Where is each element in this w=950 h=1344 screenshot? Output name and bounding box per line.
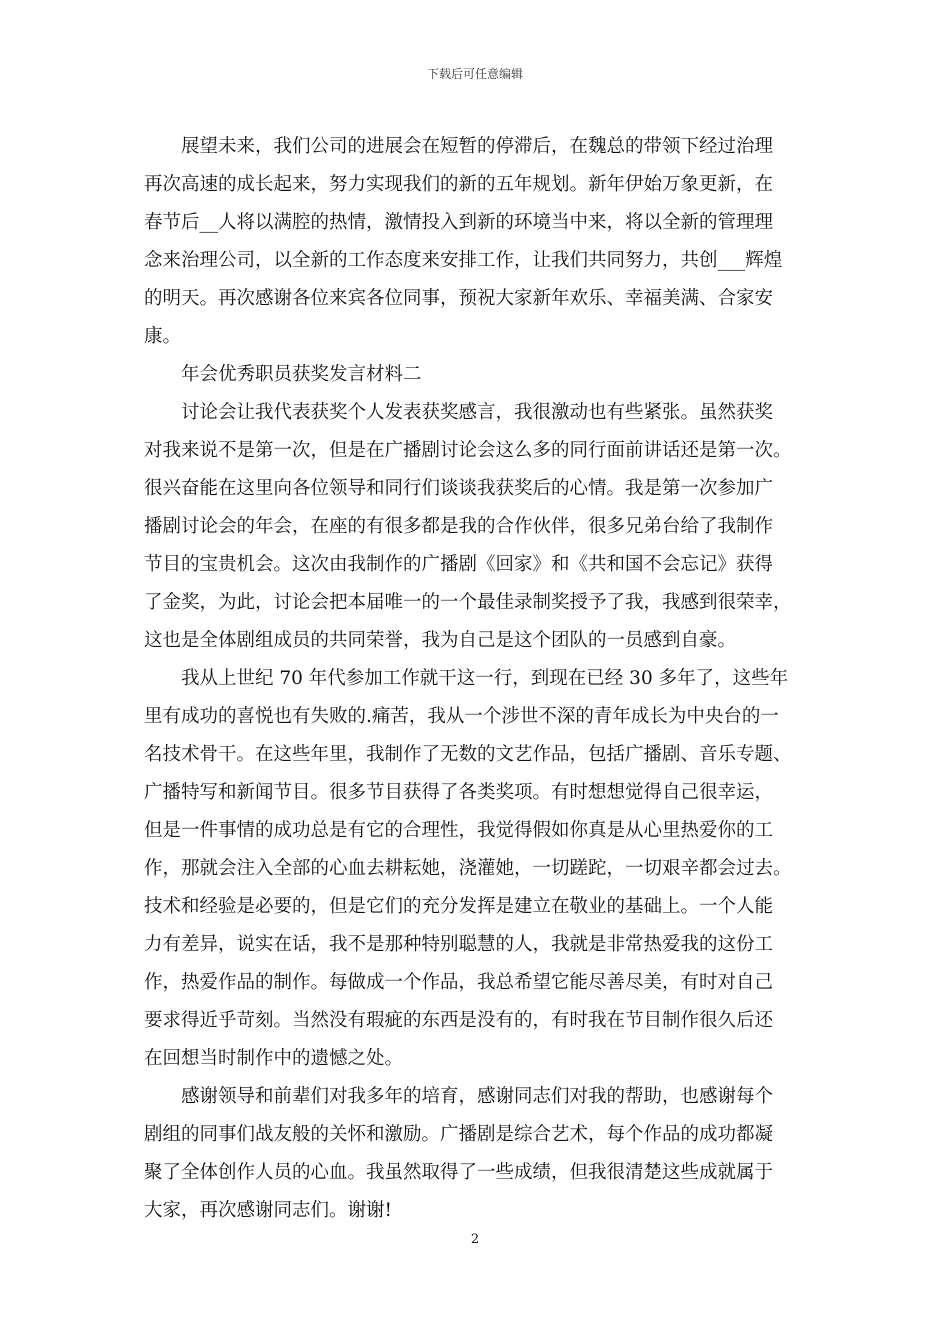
text-line: 剧组的同事们战友般的关怀和激励。广播剧是综合艺术，每个作品的成功都凝 [144, 1124, 774, 1145]
text-line: 里有成功的喜悦也有失败的.痛苦，我从一个涉世不深的青年成长为中央台的一 [144, 706, 779, 727]
text-line: 了金奖，为此，讨论会把本届唯一的一个最佳录制奖授予了我，我感到很荣幸， [144, 592, 792, 613]
text-line: 播剧讨论会的年会，在座的有很多都是我的合作伙伴，很多兄弟台给了我制作 [144, 516, 774, 537]
text-line: 但是一件事情的成功总是有它的合理性，我觉得假如你真是从心里热爱你的工 [144, 820, 774, 841]
text-line: 讨论会让我代表获奖个人发表获奖感言，我很激动也有些紧张。虽然获奖 [144, 402, 774, 423]
text-line: 康。 [144, 326, 182, 347]
text-line: 作，热爱作品的制作。每做成一个作品，我总希望它能尽善尽美，有时对自己 [144, 972, 774, 993]
text-line: 感谢领导和前辈们对我多年的培育，感谢同志们对我的帮助，也感谢每个 [144, 1086, 774, 1107]
text-line: 作，那就会注入全部的心血去耕耘她，浇灌她，一切蹉跎，一切艰辛都会过去。 [144, 858, 792, 879]
text-line: 技术和经验是必要的，但是它们的充分发挥是建立在敬业的基础上。一个人能 [144, 896, 774, 917]
text-line: 要求得近乎苛刻。当然没有瑕疵的东西是没有的，有时我在节目制作很久后还 [144, 1010, 774, 1031]
text-line: 名技术骨干。在这些年里，我制作了无数的文艺作品，包括广播剧、音乐专题、 [144, 744, 792, 765]
text-line: 年会优秀职员获奖发言材料二 [144, 364, 422, 385]
document-body [144, 128, 832, 1230]
text-line: 念来治理公司，以全新的工作态度来安排工作，让我们共同努力，共创___辉煌 [144, 250, 783, 271]
text-line: 春节后__人将以满腔的热情，激情投入到新的环境当中来，将以全新的管理理 [144, 212, 774, 233]
text-line: 再次高速的成长起来，努力实现我们的新的五年规划。新年伊始万象更新，在 [144, 174, 774, 195]
text-line: 广播特写和新闻节目。很多节目获得了各类奖项。有时想想觉得自己很幸运， [144, 782, 774, 803]
text-line: 在回想当时制作中的遗憾之处。 [144, 1048, 404, 1069]
text-line: 大家，再次感谢同志们。谢谢! [144, 1200, 392, 1221]
text-line: 展望未来，我们公司的进展会在短暂的停滞后，在魏总的带领下经过治理 [144, 136, 774, 157]
text-line: 聚了全体创作人员的心血。我虽然取得了一些成绩，但我很清楚这些成就属于 [144, 1162, 774, 1183]
text-line: 力有差异，说实在话，我不是那种特别聪慧的人，我就是非常热爱我的这份工 [144, 934, 774, 955]
page-header: 下载后可任意编辑 [426, 67, 523, 81]
text-line: 的明天。再次感谢各位来宾各位同事，预祝大家新年欢乐、幸福美满、合家安 [144, 288, 774, 309]
page-number: 2 [470, 1232, 480, 1247]
text-line: 这也是全体剧组成员的共同荣誉，我为自己是这个团队的一员感到自豪。 [144, 630, 737, 651]
text-line: 节目的宝贵机会。这次由我制作的广播剧《回家》和《共和国不会忘记》获得 [144, 554, 774, 575]
text-line: 很兴奋能在这里向各位领导和同行们谈谈我获奖后的心情。我是第一次参加广 [144, 478, 774, 499]
text-line: 我从上世纪 70 年代参加工作就干这一行，到现在已经 30 多年了，这些年 [144, 668, 789, 689]
text-line: 对我来说不是第一次，但是在广播剧讨论会这么多的同行面前讲话还是第一次。 [144, 440, 792, 461]
